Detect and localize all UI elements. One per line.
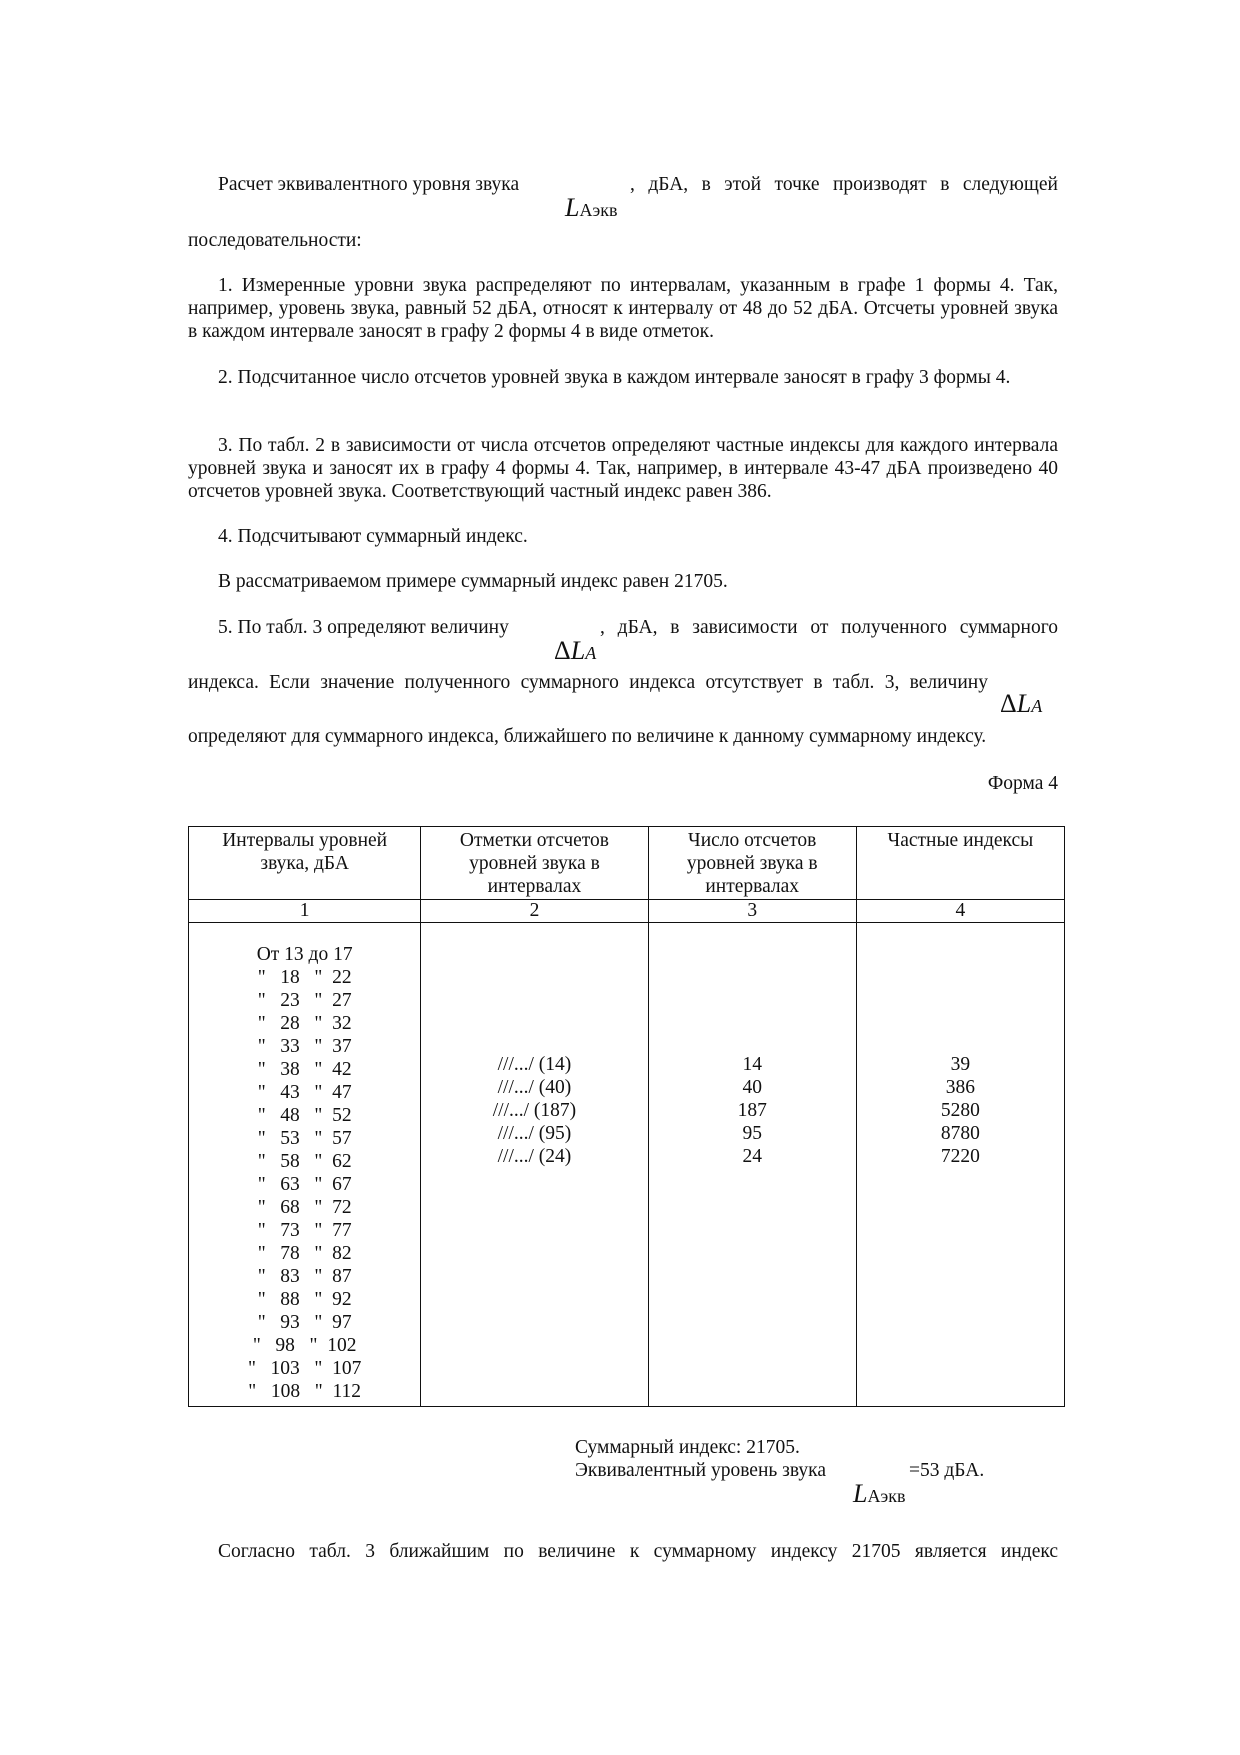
count-item: 40 (742, 1077, 762, 1098)
col-number: 2 (421, 900, 648, 923)
form-label: Форма 4 (987, 773, 1058, 794)
l-aekv-main: L (565, 193, 580, 222)
para-1-end (630, 173, 1058, 196)
interval-item: " 53 " 57 (257, 1128, 352, 1149)
l-aekv-symbol-2 (853, 1479, 905, 1511)
interval-item: " 108 " 112 (248, 1381, 361, 1402)
column-number-row (189, 900, 1065, 923)
step-5-line-3: определяют для суммарного индекса, ближайшего по величине к данному суммарному индексу. (188, 726, 987, 747)
header-text: Отметки отсчетов (459, 830, 610, 851)
la-main: L (570, 636, 586, 665)
header-text: звука, дБА (260, 853, 349, 874)
interval-item: " 23 " 27 (257, 990, 352, 1011)
equiv-level-label: Эквивалентный уровень звука (575, 1460, 826, 1481)
l-aekv-sub: Aэкв (579, 200, 618, 220)
header-text: уровней звука в (686, 853, 818, 874)
example-total: В рассматриваемом примере суммарный индекс равен 21705. (218, 571, 728, 592)
header-text: Интервалы уровней (222, 830, 388, 851)
header-indices (856, 827, 1064, 900)
index-item: 8780 (940, 1123, 980, 1144)
delta-la-symbol (554, 636, 596, 668)
l-aekv-symbol (565, 193, 617, 225)
col-number: 4 (856, 900, 1064, 923)
la-sub: A (585, 643, 597, 663)
form-4-table (188, 826, 1065, 1407)
step-3: 3. По табл. 2 в зависимости от числа отсчетов определяют частные индексы для каждого интервала уровней звука и заносят их в графу 4 формы 4. Так, например, в интервале 43-47 дБА произведено 40 отсчетов уровней звука. Соответствующий частный индекс равен 386. (188, 435, 1058, 502)
para-1-text-b: , дБА, в этой точке производят в следующей (630, 174, 1058, 195)
step-5-start: 5. По табл. 3 определяют величину (218, 617, 509, 638)
header-text: интервалах (705, 876, 800, 897)
step-1: 1. Измеренные уровни звука распределяют по интервалам, указанным в графе 1 формы 4. Так, например, уровень звука, равный 52 дБА, относят к интервалу от 48 до 52 дБА. Отсчеты уровней звука в каждом интервале заносят в графу 2 формы 4 в виде отметок. (188, 275, 1058, 342)
interval-item: " 98 " 102 (252, 1335, 357, 1356)
delta-sign: Δ (554, 636, 571, 665)
index-item: 7220 (940, 1146, 980, 1167)
interval-item: " 33 " 37 (257, 1036, 352, 1057)
equiv-level-value: =53 дБА. (909, 1460, 985, 1481)
interval-item: " 28 " 32 (257, 1013, 352, 1034)
table-header-row (189, 827, 1065, 900)
index-item: 5280 (940, 1100, 980, 1121)
intervals-cell (189, 923, 421, 1407)
interval-item: " 38 " 42 (257, 1059, 352, 1080)
mark-item: ///.../ (187) (492, 1100, 577, 1121)
mark-item: ///.../ (95) (497, 1123, 572, 1144)
header-text: уровней звука в (469, 853, 600, 874)
mark-item: ///.../ (40) (497, 1077, 572, 1098)
interval-item: " 63 " 67 (257, 1174, 352, 1195)
interval-item: " 93 " 97 (257, 1312, 352, 1333)
interval-item: " 68 " 72 (257, 1197, 352, 1218)
count-item: 95 (742, 1123, 762, 1144)
final-line: Согласно табл. 3 ближайшим по величине к суммарному индексу 21705 является индекс (218, 1541, 1058, 1562)
l-aekv-main-2: L (853, 1479, 868, 1508)
header-text: Число отсчетов (688, 830, 817, 851)
interval-item: " 18 " 22 (257, 967, 352, 988)
step-5-end: , дБА, в зависимости от полученного суммарного (600, 617, 1058, 638)
delta-sign-2: Δ (1000, 689, 1017, 718)
total-index-line: Суммарный индекс: 21705. (575, 1437, 800, 1458)
interval-item: От 13 до 17 (256, 944, 353, 965)
la-sub-2: A (1031, 696, 1043, 716)
para-1-cont: последовательности: (188, 230, 362, 251)
header-text: Частные индексы (887, 830, 1034, 851)
count-item: 24 (742, 1146, 762, 1167)
la-main-2: L (1016, 689, 1032, 718)
mark-item: ///.../ (24) (497, 1146, 572, 1167)
index-item: 386 (945, 1077, 976, 1098)
delta-la-symbol-2 (1000, 689, 1042, 721)
header-counts (648, 827, 856, 900)
mark-item: ///.../ (14) (497, 1054, 572, 1075)
col-number: 3 (648, 900, 856, 923)
header-intervals (189, 827, 421, 900)
count-item: 187 (737, 1100, 767, 1121)
interval-item: " 83 " 87 (257, 1266, 352, 1287)
header-marks (421, 827, 648, 900)
indices-cell (856, 923, 1064, 1407)
interval-item: " 48 " 52 (257, 1105, 352, 1126)
count-item: 14 (742, 1054, 762, 1075)
col-number: 1 (189, 900, 421, 923)
counts-cell (648, 923, 856, 1407)
interval-item: " 103 " 107 (247, 1358, 362, 1379)
interval-item: " 73 " 77 (257, 1220, 352, 1241)
interval-item: " 88 " 92 (257, 1289, 352, 1310)
interval-item: " 58 " 62 (257, 1151, 352, 1172)
marks-cell (421, 923, 648, 1407)
l-aekv-sub-2: Aэкв (867, 1486, 906, 1506)
step-2: 2. Подсчитанное число отсчетов уровней звука в каждом интервале заносят в графу 3 формы 4. (218, 367, 1011, 388)
step-4: 4. Подсчитывают суммарный индекс. (218, 526, 528, 547)
step-5-line-2: индекса. Если значение полученного суммарного индекса отсутствует в табл. 3, величину (188, 672, 988, 693)
para-1-start (218, 173, 519, 196)
table-body-row (189, 923, 1065, 1407)
index-item: 39 (950, 1054, 971, 1075)
header-text: интервалах (487, 876, 582, 897)
interval-item: " 78 " 82 (257, 1243, 352, 1264)
interval-item: " 43 " 47 (257, 1082, 352, 1103)
para-1-text-a: Расчет эквивалентного уровня звука (218, 174, 520, 195)
